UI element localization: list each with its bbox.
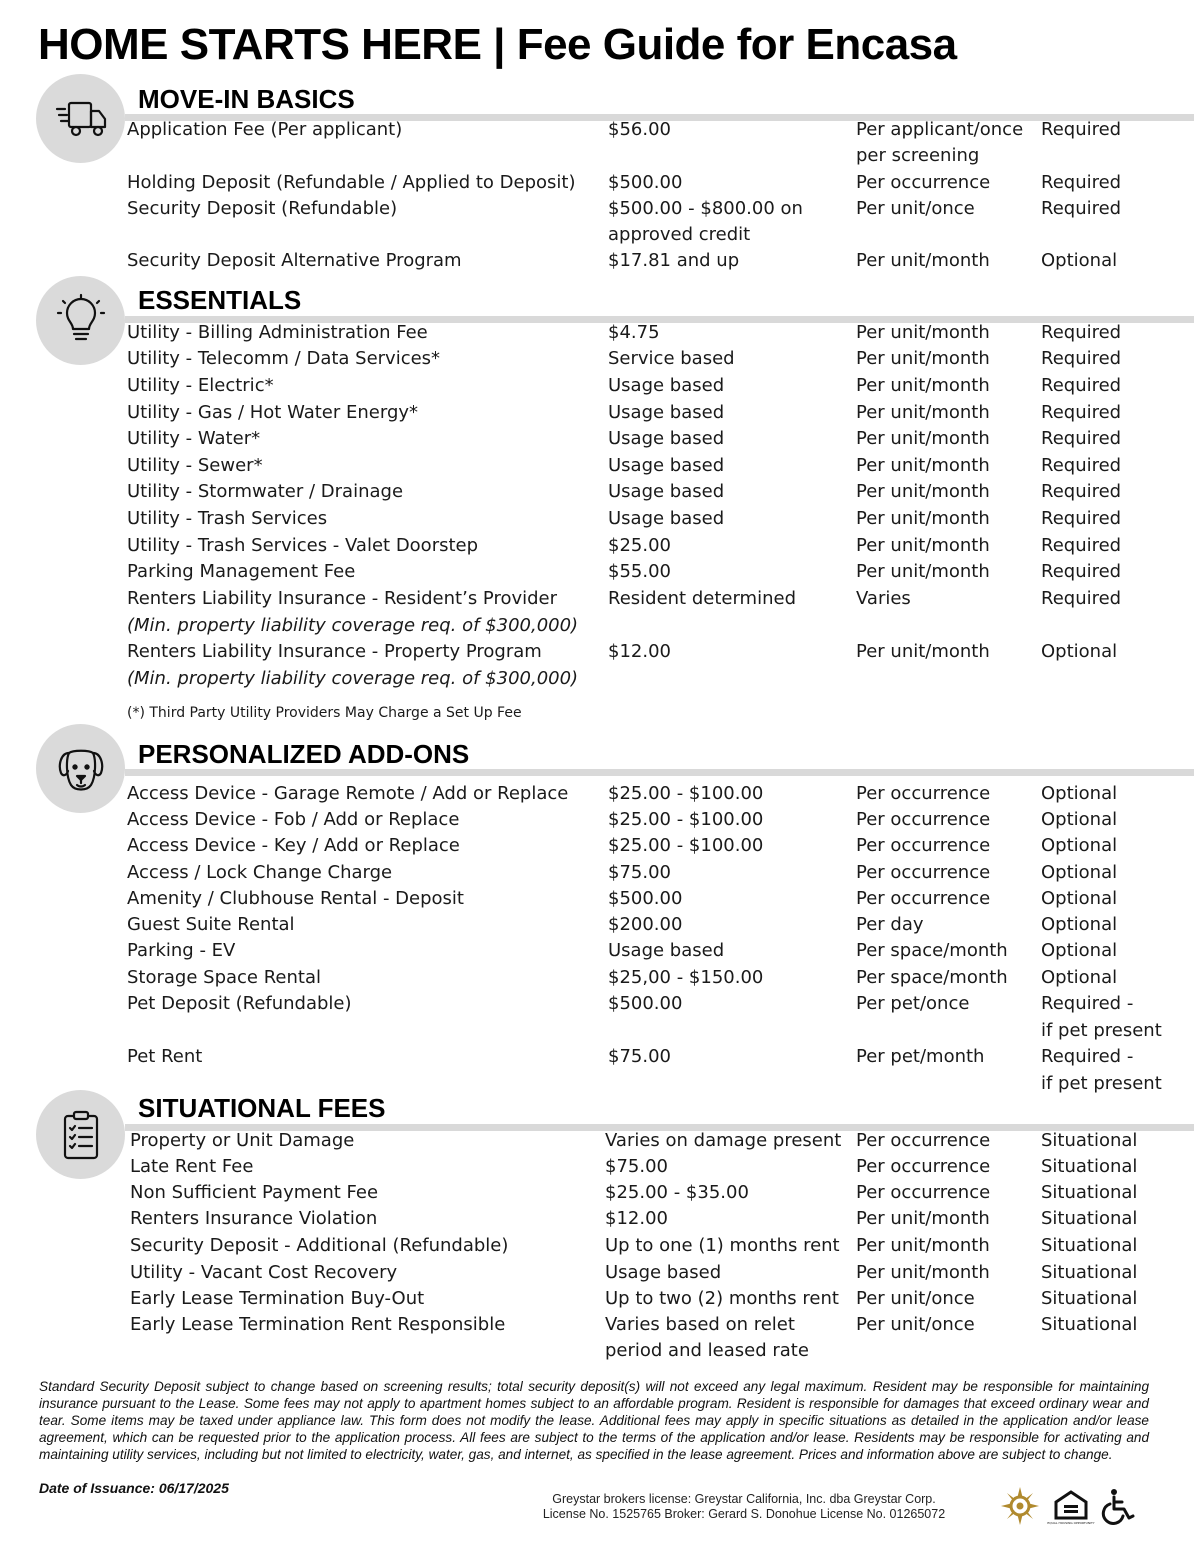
fee-amount: $25.00 - $35.00	[605, 1182, 749, 1203]
fee-status: Required	[1041, 455, 1122, 476]
fee-frequency: Per unit/month	[856, 348, 990, 369]
fee-status-cont: if pet present	[1041, 1073, 1162, 1094]
fee-name: Access Device - Garage Remote / Add or Replace	[127, 783, 569, 804]
fee-status: Required	[1041, 561, 1122, 582]
fee-amount: Service based	[608, 348, 735, 369]
fee-name: Property or Unit Damage	[130, 1130, 355, 1151]
fee-amount: $12.00	[608, 641, 671, 662]
fee-amount: $25.00 - $100.00	[608, 809, 764, 830]
fee-frequency: Per unit/month	[856, 1235, 990, 1256]
fee-frequency: Per day	[856, 914, 924, 935]
fee-status: Required	[1041, 481, 1122, 502]
fee-frequency: Per occurrence	[856, 835, 991, 856]
fee-amount: Resident determined	[608, 588, 796, 609]
fee-frequency: Per pet/month	[856, 1046, 985, 1067]
fee-amount: $200.00	[608, 914, 683, 935]
fee-status: Required	[1041, 588, 1122, 609]
fee-status: Situational	[1041, 1208, 1138, 1229]
fee-name: Holding Deposit (Refundable / Applied to Deposit)	[127, 172, 576, 193]
fee-name: Renters Liability Insurance - Resident’s Provider	[127, 588, 558, 609]
fee-status: Optional	[1041, 914, 1118, 935]
wheelchair-accessibility-icon	[1102, 1488, 1138, 1530]
fee-status: Required -	[1041, 993, 1134, 1014]
fee-amount: Usage based	[608, 375, 725, 396]
fee-name: Pet Rent	[127, 1046, 203, 1067]
eho-caption: EQUAL HOUSING OPPORTUNITY	[1047, 1521, 1095, 1525]
fee-status: Optional	[1041, 967, 1118, 988]
fee-status: Optional	[1041, 940, 1118, 961]
fee-amount-cont: period and leased rate	[605, 1340, 809, 1361]
fee-frequency: Per unit/month	[856, 402, 990, 423]
fee-status: Required	[1041, 428, 1122, 449]
fee-status: Required	[1041, 375, 1122, 396]
fee-amount-cont: approved credit	[608, 224, 751, 245]
dog-icon	[36, 724, 125, 813]
fee-name: Access Device - Key / Add or Replace	[127, 835, 460, 856]
fee-frequency: Per space/month	[856, 967, 1008, 988]
fee-status: Optional	[1041, 835, 1118, 856]
fee-frequency: Per unit/month	[856, 508, 990, 529]
fee-amount: $25.00 - $100.00	[608, 835, 764, 856]
fee-name: Renters Liability Insurance - Property Program	[127, 641, 542, 662]
fee-name: Guest Suite Rental	[127, 914, 295, 935]
fee-frequency: Per occurrence	[856, 888, 991, 909]
fee-name: Utility - Vacant Cost Recovery	[130, 1262, 398, 1283]
fee-amount: Varies based on relet	[605, 1314, 795, 1335]
fee-amount: Usage based	[608, 481, 725, 502]
fee-name: Amenity / Clubhouse Rental - Deposit	[127, 888, 464, 909]
fee-name: Utility - Sewer*	[127, 455, 263, 476]
fee-frequency: Per unit/month	[856, 481, 990, 502]
fee-amount: $75.00	[605, 1156, 668, 1177]
fee-frequency: Per unit/once	[856, 198, 975, 219]
fee-amount: $25.00	[608, 535, 671, 556]
fee-amount: $56.00	[608, 119, 671, 140]
fee-status: Required	[1041, 402, 1122, 423]
fee-frequency: Per unit/month	[856, 322, 990, 343]
fee-name: Utility - Billing Administration Fee	[127, 322, 428, 343]
fee-amount: $500.00	[608, 172, 683, 193]
fee-status: Required	[1041, 535, 1122, 556]
truck-icon	[36, 74, 125, 163]
fee-frequency: Per pet/once	[856, 993, 970, 1014]
fee-amount: Usage based	[608, 455, 725, 476]
fee-status: Required	[1041, 198, 1122, 219]
fee-frequency: Per unit/month	[856, 1208, 990, 1229]
fee-status: Required	[1041, 322, 1122, 343]
fee-status: Situational	[1041, 1156, 1138, 1177]
fee-amount: $75.00	[608, 1046, 671, 1067]
fee-status: Situational	[1041, 1314, 1138, 1335]
fee-name: Non Sufficient Payment Fee	[130, 1182, 379, 1203]
page-title: HOME STARTS HERE | Fee Guide for Encasa	[38, 20, 957, 69]
fee-amount: Usage based	[608, 508, 725, 529]
fee-frequency: Per occurrence	[856, 783, 991, 804]
fee-amount: $500.00	[608, 993, 683, 1014]
fee-status: Required	[1041, 508, 1122, 529]
fee-status: Optional	[1041, 888, 1118, 909]
fee-status-cont: if pet present	[1041, 1020, 1162, 1041]
fee-status: Required	[1041, 348, 1122, 369]
fee-status: Optional	[1041, 862, 1118, 883]
fee-name: Security Deposit - Additional (Refundable)	[130, 1235, 509, 1256]
fee-note: (Min. property liability coverage req. of $300,000)	[127, 668, 579, 689]
fee-note: (Min. property liability coverage req. of $300,000)	[127, 615, 579, 636]
fee-name: Storage Space Rental	[127, 967, 321, 988]
fee-status: Required	[1041, 119, 1122, 140]
fee-name: Security Deposit (Refundable)	[127, 198, 398, 219]
fee-name: Parking - EV	[127, 940, 236, 961]
fee-frequency: Per occurrence	[856, 1182, 991, 1203]
section-divider	[125, 769, 1194, 776]
fee-amount: $55.00	[608, 561, 671, 582]
disclaimer-text: Standard Security Deposit subject to change based on screening results; total security deposit(s) will not exceed any legal maximum. Resident may be responsible for maintaining insurance pursuant to the Lease. Some fees may not apply to apartment homes subject to an affordable program. Resident is responsible for damages that exceed ordinary wear and tear. Some items may be taxed under appliance law. This form does not modify the lease. Additional fees may apply in specific situations as detailed in the application and/or lease agreement, which can be requested prior to the application process. All fees are subject to the terms of the application and/or lease. Residents may be responsible for activating and maintaining utility services, including but not limited to electricity, water, gas, and internet, as specified in the lease agreement. Prices and information above are subject to change.	[39, 1379, 1149, 1462]
fee-name: Early Lease Termination Buy-Out	[130, 1288, 425, 1309]
lightbulb-icon	[36, 276, 125, 365]
fee-amount: $12.00	[605, 1208, 668, 1229]
fee-frequency: Per unit/month	[856, 375, 990, 396]
issuance-date: Date of Issuance: 06/17/2025	[39, 1480, 229, 1496]
fee-status: Required	[1041, 172, 1122, 193]
fee-amount: Up to one (1) months rent	[605, 1235, 840, 1256]
greystar-logo	[1000, 1486, 1040, 1530]
fee-name: Parking Management Fee	[127, 561, 356, 582]
fee-name: Renters Insurance Violation	[130, 1208, 378, 1229]
fee-name: Pet Deposit (Refundable)	[127, 993, 352, 1014]
fee-frequency: Per occurrence	[856, 809, 991, 830]
section-heading: MOVE-IN BASICS	[138, 84, 355, 114]
fee-status: Situational	[1041, 1182, 1138, 1203]
utility-footnote: (*) Third Party Utility Providers May Charge a Set Up Fee	[127, 705, 522, 721]
fee-name: Utility - Trash Services - Valet Doorstep	[127, 535, 479, 556]
clipboard-checklist-icon	[36, 1090, 125, 1179]
fee-name: Utility - Water*	[127, 428, 261, 449]
fee-amount: Usage based	[608, 402, 725, 423]
fee-name: Utility - Stormwater / Drainage	[127, 481, 404, 502]
fee-name: Security Deposit Alternative Program	[127, 250, 462, 271]
fee-name: Utility - Gas / Hot Water Energy*	[127, 402, 419, 423]
fee-frequency: Per space/month	[856, 940, 1008, 961]
fee-frequency: Per unit/month	[856, 561, 990, 582]
section-heading: PERSONALIZED ADD-ONS	[138, 739, 470, 769]
fee-frequency: Per unit/month	[856, 1262, 990, 1283]
fee-frequency: Per applicant/once	[856, 119, 1024, 140]
fee-status: Required -	[1041, 1046, 1134, 1067]
fee-frequency: Varies	[856, 588, 911, 609]
broker-license	[520, 1492, 968, 1521]
fee-frequency: Per unit/month	[856, 641, 990, 662]
fee-frequency-cont: per screening	[856, 145, 980, 166]
fee-amount: Up to two (2) months rent	[605, 1288, 839, 1309]
fee-frequency: Per unit/month	[856, 455, 990, 476]
fee-amount: $500.00	[608, 888, 683, 909]
fee-status: Optional	[1041, 250, 1118, 271]
fee-amount: Usage based	[608, 428, 725, 449]
section-heading: ESSENTIALS	[138, 285, 302, 315]
fee-name: Utility - Electric*	[127, 375, 274, 396]
fee-frequency: Per unit/month	[856, 428, 990, 449]
fee-status: Situational	[1041, 1262, 1138, 1283]
fee-frequency: Per occurrence	[856, 172, 991, 193]
fee-amount: $25,00 - $150.00	[608, 967, 764, 988]
fee-status: Situational	[1041, 1235, 1138, 1256]
equal-housing-opportunity-logo	[1047, 1490, 1095, 1530]
section-heading: SITUATIONAL FEES	[138, 1093, 386, 1123]
fee-name: Utility - Trash Services	[127, 508, 328, 529]
fee-name: Late Rent Fee	[130, 1156, 254, 1177]
fee-name: Access Device - Fob / Add or Replace	[127, 809, 460, 830]
fee-frequency: Per unit/month	[856, 535, 990, 556]
fee-status: Optional	[1041, 783, 1118, 804]
fee-frequency: Per occurrence	[856, 1156, 991, 1177]
fee-status: Situational	[1041, 1130, 1138, 1151]
fee-frequency: Per occurrence	[856, 862, 991, 883]
fee-amount: Varies on damage present	[605, 1130, 842, 1151]
fee-frequency: Per unit/once	[856, 1288, 975, 1309]
broker-license-line: License No. 1525765 Broker: Gerard S. Donohue License No. 01265072	[542, 1506, 946, 1521]
fee-status: Situational	[1041, 1288, 1138, 1309]
fee-frequency: Per unit/once	[856, 1314, 975, 1335]
fee-amount: Usage based	[605, 1262, 722, 1283]
fee-status: Optional	[1041, 809, 1118, 830]
fee-amount: Usage based	[608, 940, 725, 961]
fee-amount: $17.81 and up	[608, 250, 740, 271]
fee-frequency: Per unit/month	[856, 250, 990, 271]
fee-amount: $25.00 - $100.00	[608, 783, 764, 804]
fee-name: Application Fee (Per applicant)	[127, 119, 403, 140]
fee-frequency: Per occurrence	[856, 1130, 991, 1151]
fee-amount: $75.00	[608, 862, 671, 883]
fee-name: Access / Lock Change Charge	[127, 862, 393, 883]
fee-status: Optional	[1041, 641, 1118, 662]
broker-license-line: Greystar brokers license: Greystar California, Inc. dba Greystar Corp.	[552, 1492, 936, 1506]
fee-amount: $500.00 - $800.00 on	[608, 198, 803, 219]
fee-amount: $4.75	[608, 322, 660, 343]
fee-name: Utility - Telecomm / Data Services*	[127, 348, 441, 369]
fee-name: Early Lease Termination Rent Responsible	[130, 1314, 506, 1335]
